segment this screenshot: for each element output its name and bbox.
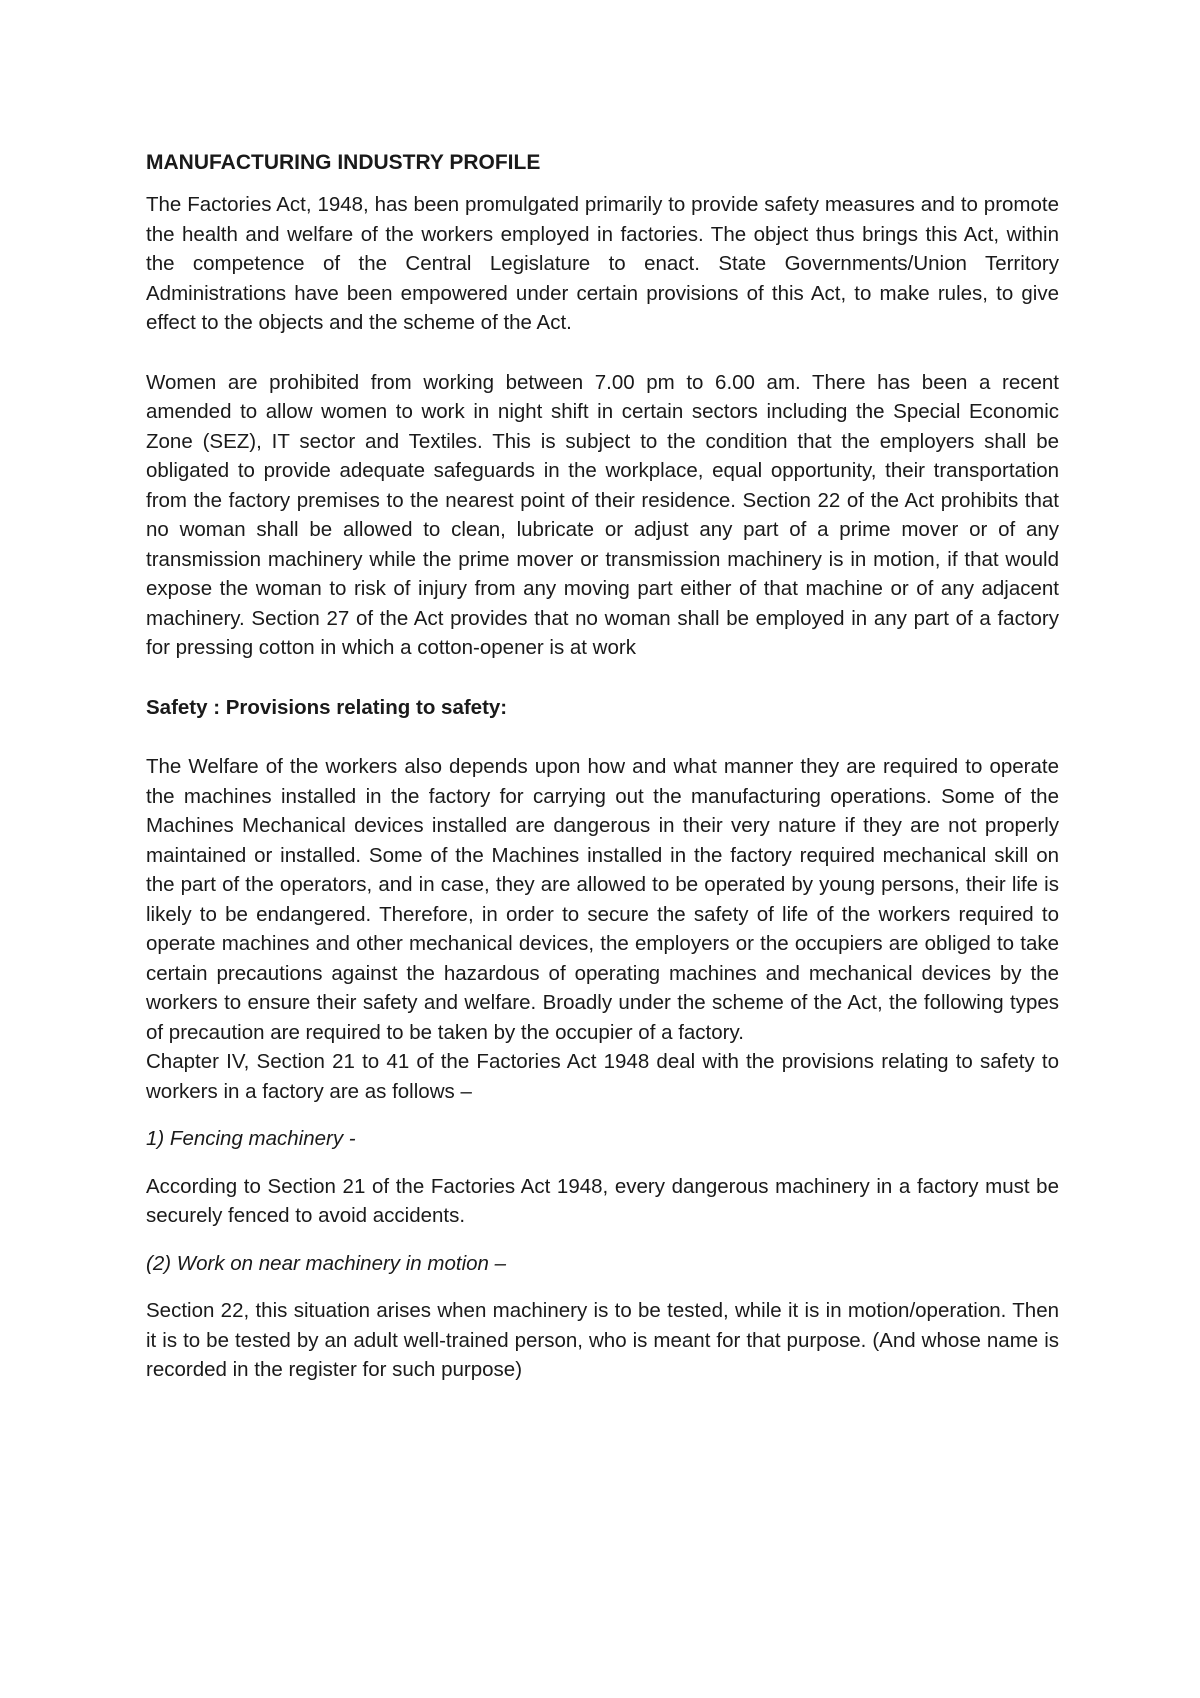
motion-paragraph: Section 22, this situation arises when machinery is to be tested, while it is in motion/operation. Then it is to be tested by an adult well-trained person, who is meant for that purpose. (And whose name is recorded in the register for such purpose) bbox=[146, 1299, 1059, 1381]
safety-heading: Safety : Provisions relating to safety: bbox=[146, 695, 508, 719]
page-title: MANUFACTURING INDUSTRY PROFILE bbox=[146, 151, 541, 174]
fencing-paragraph: According to Section 21 of the Factories Act 1948, every dangerous machinery in a factory must be securely fenced to avoid accidents. bbox=[146, 1174, 1059, 1227]
motion-heading: (2) Work on near machinery in motion – bbox=[146, 1251, 507, 1275]
intro-paragraph: The Factories Act, 1948, has been promulgated primarily to provide safety measures and to promote the health and welfare of the workers employed in factories. The object thus brings this Act, within the competence of the Central Legislature to enact. State Governments/Union Territory Administrations have been empowered under certain provisions of this Act, to make rules, to give effect to the objects and the scheme of the Act. bbox=[146, 193, 1059, 334]
fencing-heading: 1) Fencing machinery - bbox=[146, 1127, 356, 1150]
welfare-paragraph: The Welfare of the workers also depends upon how and what manner they are required to operate the machines installed in the factory for carrying out the manufacturing operations. Some of the Machines Mechanical devices installed are dangerous in their very nature if they are not properly maintained or installed. Some of the Machines installed in the factory required mechanical skill on the part of the operators, and in case, they are allowed to be operated by young persons, their life is likely to be endangered. Therefore, in order to secure the safety of life of the workers required to operate machines and other mechanical devices, the employers or the occupiers are obliged to take certain precautions against the hazardous of operating machines and mechanical devices by the workers to ensure their safety and welfare. Broadly under the scheme of the Act, the following types of precaution are required to be taken by the occupier of a factory. bbox=[146, 755, 1059, 1044]
chapter-paragraph: Chapter IV, Section 21 to 41 of the Factories Act 1948 deal with the provisions relating to safety to workers in a factory are as follows – bbox=[146, 1050, 1059, 1103]
women-paragraph: Women are prohibited from working between 7.00 pm to 6.00 am. There has been a recent amended to allow women to work in night shift in certain sectors including the Special Economic Zone (SEZ), IT sector and Textiles. This is subject to the condition that the employers shall be obligated to provide adequate safeguards in the workplace, equal opportunity, their transportation from the factory premises to the nearest point of their residence. Section 22 of the Act prohibits that no woman shall be allowed to clean, lubricate or adjust any part of a prime mover or of any transmission machinery while the prime mover or transmission machinery is in motion, if that would expose the woman to risk of injury from any moving part either of that machine or of any adjacent machinery. Section 27 of the Act provides that no woman shall be employed in any part of a factory for pressing cotton in which a cotton-opener is at work bbox=[146, 370, 1059, 659]
document-body bbox=[146, 148, 1059, 1385]
